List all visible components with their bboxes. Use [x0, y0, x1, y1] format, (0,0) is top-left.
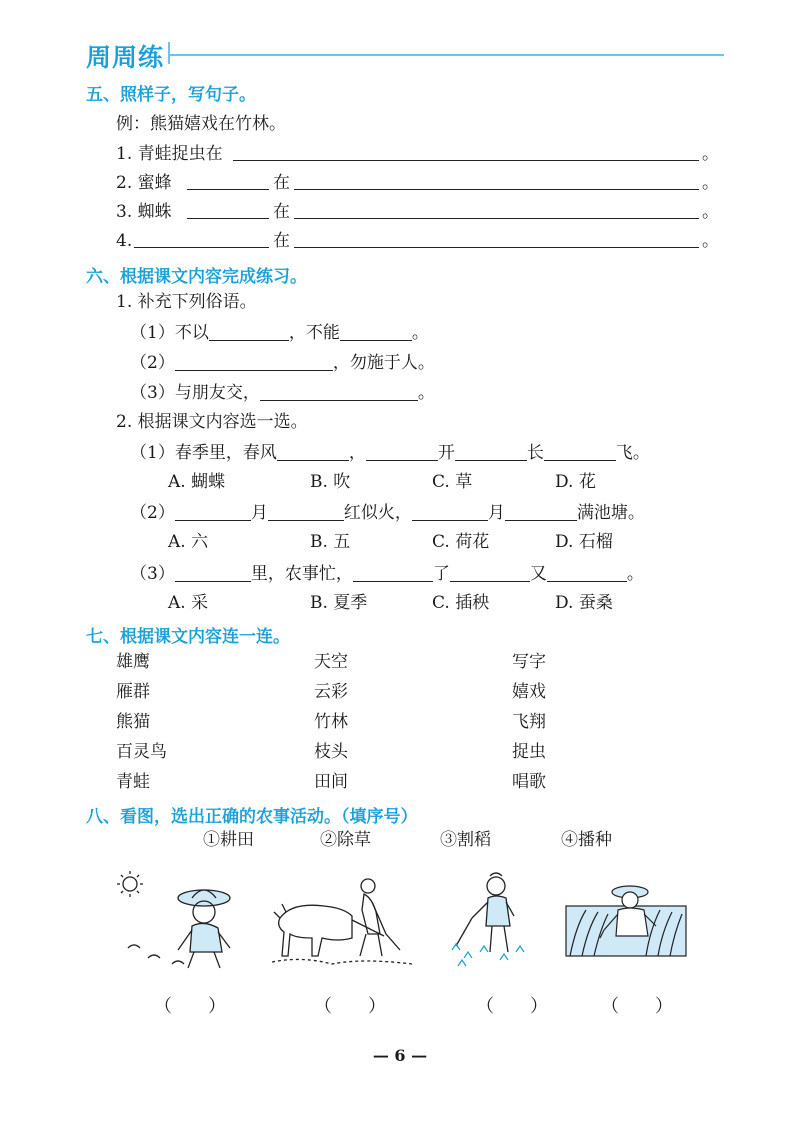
match-mid-1[interactable]: 天空	[314, 652, 348, 672]
section-5-title: 五、照样子，写句子。	[86, 85, 256, 105]
s6-q2-item-2: （2） 月 红似火， 月 满池塘。	[130, 503, 645, 523]
farm-option-2: ②除草	[320, 830, 371, 850]
match-left-2[interactable]: 雁群	[116, 682, 150, 702]
match-left-4[interactable]: 百灵鸟	[116, 742, 167, 762]
s6-q2-2-opt-a: A. 六	[168, 532, 209, 552]
section-7-title: 七、根据课文内容连一连。	[86, 627, 290, 647]
s6-q2-3-opt-c: C. 插秧	[432, 593, 490, 613]
s5-line-1-end: 。	[702, 144, 719, 164]
s6-q2-1-opt-b: B. 吹	[310, 472, 351, 492]
s5-line-2-mid: 在	[273, 173, 290, 193]
match-right-5[interactable]: 唱歌	[512, 772, 546, 792]
s5-line-4-end: 。	[702, 231, 719, 251]
blank[interactable]	[412, 502, 488, 521]
blank[interactable]	[277, 442, 349, 461]
s6-q1-item-2: （2） ，勿施于人。	[130, 353, 435, 373]
match-mid-3[interactable]: 竹林	[314, 712, 348, 732]
s5-line-1-label: 1. 青蛙捉虫在	[116, 144, 223, 164]
farm-option-3: ③割稻	[440, 830, 491, 850]
s6-q2-2-opt-c: C. 荷花	[432, 532, 490, 552]
answer-blank-3[interactable]: （ ）	[476, 996, 548, 1017]
s5-line-1-blank[interactable]	[233, 160, 699, 161]
s5-line-3-end: 。	[702, 202, 719, 222]
blank[interactable]	[353, 563, 433, 582]
s5-line-4-mid: 在	[273, 231, 290, 251]
blank[interactable]	[209, 322, 289, 341]
match-left-5[interactable]: 青蛙	[116, 772, 150, 792]
title-rule	[168, 54, 724, 56]
s6-q2-item-1: （1）春季里，春风 ， 开 长 飞。	[130, 443, 650, 463]
s6-q2-3-opt-b: B. 夏季	[310, 593, 368, 613]
farm-option-1: ①耕田	[203, 830, 254, 850]
match-right-4[interactable]: 捉虫	[512, 742, 546, 762]
title-divider	[168, 42, 170, 64]
section-6-title: 六、根据课文内容完成练习。	[86, 267, 307, 287]
answer-blank-1[interactable]: （ ）	[154, 996, 226, 1017]
s5-line-2-end: 。	[702, 173, 719, 193]
s6-q1-item-3: （3）与朋友交， 。	[130, 383, 435, 403]
s5-line-3-blank-b[interactable]	[294, 218, 699, 219]
match-mid-2[interactable]: 云彩	[314, 682, 348, 702]
blank[interactable]	[175, 352, 333, 371]
page-number: — 6 —	[372, 1046, 428, 1065]
example-sentence: 例：熊猫嬉戏在竹林。	[116, 114, 286, 134]
blank[interactable]	[547, 563, 627, 582]
s6-q2-1-opt-a: A. 蝴蝶	[168, 472, 226, 492]
s5-line-2-blank-a[interactable]	[187, 189, 269, 190]
match-mid-4[interactable]: 枝头	[314, 742, 348, 762]
page-title: 周周练	[86, 43, 165, 72]
match-right-2[interactable]: 嬉戏	[512, 682, 546, 702]
match-right-1[interactable]: 写字	[512, 652, 546, 672]
s5-line-4-blank-a[interactable]	[134, 247, 269, 248]
blank[interactable]	[544, 442, 616, 461]
match-left-3[interactable]: 熊猫	[116, 712, 150, 732]
blank[interactable]	[260, 382, 418, 401]
farm-picture-harvesting	[564, 880, 688, 960]
s5-line-2-label: 2. 蜜蜂	[116, 173, 172, 193]
s5-line-2-blank-b[interactable]	[294, 189, 699, 190]
s5-line-3-mid: 在	[273, 202, 290, 222]
match-left-1[interactable]: 雄鹰	[116, 652, 150, 672]
blank[interactable]	[175, 563, 251, 582]
blank[interactable]	[455, 442, 527, 461]
blank[interactable]	[505, 502, 577, 521]
blank[interactable]	[175, 502, 251, 521]
s6-q2-2-opt-d: D. 石榴	[555, 532, 613, 552]
s6-q2-3-opt-a: A. 采	[168, 593, 209, 613]
s5-line-4-blank-b[interactable]	[294, 247, 699, 248]
answer-blank-4[interactable]: （ ）	[601, 996, 673, 1017]
match-right-3[interactable]: 飞翔	[512, 712, 546, 732]
s6-q2-2-opt-b: B. 五	[310, 532, 351, 552]
blank[interactable]	[366, 442, 438, 461]
s5-line-3-blank-a[interactable]	[187, 218, 269, 219]
s6-q2-1-opt-d: D. 花	[555, 472, 596, 492]
blank[interactable]	[268, 502, 344, 521]
farm-picture-sowing	[112, 868, 252, 978]
farm-picture-plowing	[272, 876, 422, 976]
s6-q1-item-1: （1）不以 ，不能 。	[130, 323, 429, 343]
s6-q2-item-3: （3） 里，农事忙， 了 又 。	[130, 564, 644, 584]
s6-q2-1-opt-c: C. 草	[432, 472, 473, 492]
blank[interactable]	[340, 322, 412, 341]
s5-line-4-label: 4.	[116, 231, 133, 251]
farm-option-4: ④播种	[561, 830, 612, 850]
s6-q2-3-opt-d: D. 蚕桑	[555, 593, 613, 613]
blank[interactable]	[450, 563, 530, 582]
answer-blank-2[interactable]: （ ）	[314, 996, 386, 1017]
section-8-title: 八、看图，选出正确的农事活动。（填序号）	[86, 807, 418, 827]
s5-line-3-label: 3. 蜘蛛	[116, 202, 172, 222]
farm-picture-weeding	[450, 872, 540, 972]
s6-q1-title: 1. 补充下列俗语。	[116, 292, 257, 312]
s6-q2-title: 2. 根据课文内容选一选。	[116, 412, 308, 432]
match-mid-5[interactable]: 田间	[314, 772, 348, 792]
